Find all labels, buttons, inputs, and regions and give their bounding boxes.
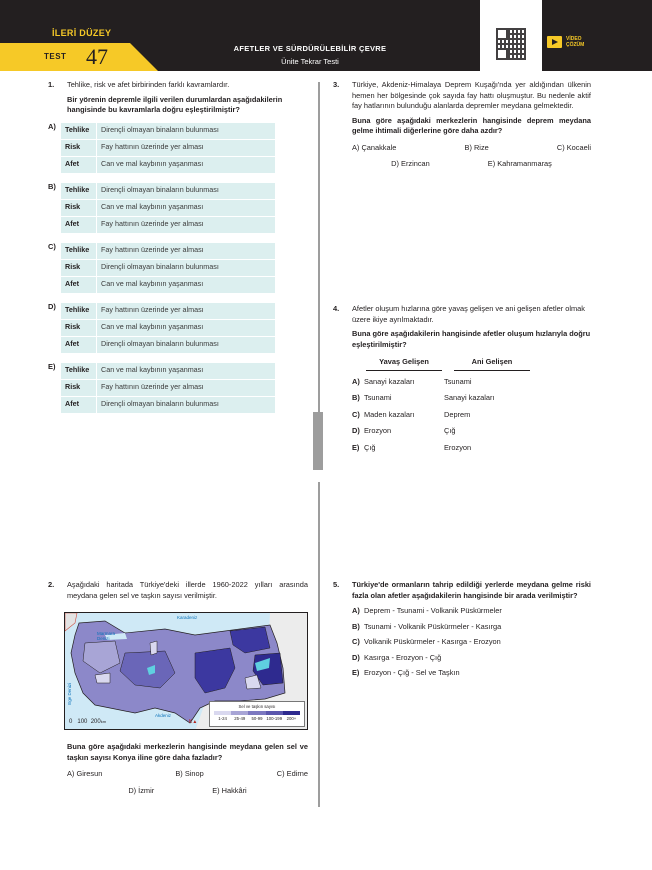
option-c[interactable]: C) Volkanik Püskürmeler - Kasırga - Erozyon xyxy=(352,637,501,646)
publisher-tab xyxy=(313,412,323,470)
option-d[interactable]: D) Erozyon Çığ xyxy=(352,426,456,435)
video-label: VİDEO xyxy=(566,36,582,42)
option-a[interactable]: A) Sanayi kazaları Tsunami xyxy=(352,376,472,386)
question-2-prompt xyxy=(48,742,308,796)
option-b[interactable]: B) Sinop xyxy=(175,769,204,778)
pairing-table: Tehlike Fay hattının üzerinde yer alması Risk Dirençli olmayan binaların bulunması Afet Can ve mal kaybının yaşanması xyxy=(61,242,275,294)
question-stem: Afetler oluşum hızlarına göre yavaş gelişen ve ani gelişen afetler olmak üzere ikiye ayrılmaktadır. xyxy=(352,304,585,324)
option-c[interactable]: C) Kocaeli xyxy=(556,142,591,152)
pairing-table: Tehlike Dirençli olmayan binaların bulunması Risk Fay hattının üzerinde yer alması Afet Can ve mal kaybının yaşanması xyxy=(61,122,275,174)
option-b[interactable]: B) Rize xyxy=(464,142,489,152)
map-scale: 0 100 200km xyxy=(69,719,107,725)
column-header-slow: Yavaş Gelişen xyxy=(366,357,442,371)
question-number: 4. xyxy=(333,304,340,313)
option-e[interactable]: E) Çığ Erozyon xyxy=(352,442,472,452)
legend-title: Sel ve taşkın sayısı xyxy=(238,704,276,709)
question-stem: Tehlike, risk ve afet birbirinden farklı kavramlardır. xyxy=(67,80,230,89)
option-e[interactable]: E) Erozyon - Çığ - Sel ve Taşkın xyxy=(352,668,460,677)
page-header xyxy=(0,0,652,71)
sea-label-mediterranean: Akdeniz xyxy=(155,713,172,718)
option-letter: E) xyxy=(48,361,56,371)
play-icon xyxy=(547,36,562,48)
option-e[interactable]: E) Hakkâri xyxy=(212,785,247,795)
test-label: TEST xyxy=(44,52,67,61)
question-stem: Türkiye, Akdeniz-Himalaya Deprem Kuşağı'nda yer aldığından ülkenin hemen her bölgesinde çok sayıda fay hattı oluşmuştur. Bu nedenle aktif fay hatlarının bulunduğu alanlarda depremler meydana gelmektedir. xyxy=(352,80,591,110)
matching-table xyxy=(352,357,542,453)
answer-row xyxy=(67,786,308,797)
question-2 xyxy=(48,580,308,601)
option-letter: C) xyxy=(48,241,56,251)
option-d[interactable] xyxy=(48,301,308,354)
pairing-table: Tehlike Dirençli olmayan binaların bulunması Risk Can ve mal kaybının yaşanması Afet Fay hattının üzerinde yer alması xyxy=(61,182,275,234)
option-letter: D) xyxy=(48,301,56,311)
answer-row xyxy=(352,159,591,170)
north-arrow-icon: K▲ xyxy=(189,719,198,725)
solution-label: ÇÖZÜM xyxy=(566,42,585,48)
sea-label-marmara: Marmara Denizi xyxy=(97,631,116,641)
options-list xyxy=(352,606,591,679)
option-c[interactable] xyxy=(48,241,308,294)
pairing-table: Tehlike Fay hattının üzerinde yer alması Risk Can ve mal kaybının yaşanması Afet Dirençli olmayan binaların bulunması xyxy=(61,302,275,354)
question-1 xyxy=(48,80,308,414)
pairing-table: Tehlike Can ve mal kaybının yaşanması Risk Fay hattının üzerinde yer alması Afet Dirençli olmayan binaların bulunması xyxy=(61,362,275,414)
map-legend xyxy=(209,701,305,727)
question-stem: Aşağıdaki haritada Türkiye'deki illerde 1960-2022 yılları arasında meydana gelen sel ve taşkın sayısı verilmiştir. xyxy=(67,580,308,600)
answer-row xyxy=(67,769,308,780)
question-number: 1. xyxy=(48,80,55,89)
question-3 xyxy=(333,80,591,170)
unit-subtitle: Ünite Tekrar Testi xyxy=(281,57,339,66)
option-d[interactable]: D) Kasırga - Erozyon - Çığ xyxy=(352,652,442,662)
column-divider xyxy=(318,482,320,807)
option-a[interactable]: A) Çanakkale xyxy=(352,142,397,152)
option-d[interactable]: D) İzmir xyxy=(128,785,155,795)
option-d[interactable]: D) Erzincan xyxy=(391,159,430,168)
option-b[interactable] xyxy=(48,181,308,234)
option-c[interactable]: C) Edirne xyxy=(276,769,308,778)
sea-label-black-sea: Karadeniz xyxy=(177,615,198,620)
legend-color-bar xyxy=(214,711,300,715)
question-prompt: Türkiye'de ormanların tahrip edildiği yerlerde meydana gelme riski fazla olan afetler aşağıdakilerin hangisinde bir arada verilmiştir? xyxy=(352,580,591,600)
option-e[interactable] xyxy=(48,361,308,414)
unit-title: AFETLER VE SÜRDÜRÜLEBİLİR ÇEVRE xyxy=(233,44,387,53)
test-band xyxy=(0,43,158,71)
option-letter: A) xyxy=(48,121,56,131)
option-b[interactable]: B) Tsunami Sanayi kazaları xyxy=(352,393,495,402)
option-e[interactable]: E) Kahramanmaraş xyxy=(487,159,552,168)
question-5 xyxy=(333,580,591,679)
option-b[interactable]: B) Tsunami - Volkanik Püskürmeler - Kasırga xyxy=(352,621,502,631)
legend-labels: 1-24 25-49 50-99 100-199 200+ xyxy=(218,716,297,721)
question-number: 2. xyxy=(48,580,55,589)
option-letter: B) xyxy=(48,181,56,191)
answer-row xyxy=(352,143,591,154)
option-a[interactable]: A) Giresun xyxy=(67,769,103,778)
question-prompt: Bir yörenin depremle ilgili verilen durumlardan aşağıdakilerin hangisinde bu kavramlarla doğru eşleştirilmiştir? xyxy=(67,94,283,114)
question-number: 3. xyxy=(333,80,340,89)
option-a[interactable]: A) Deprem - Tsunami - Volkanik Püskürmeler xyxy=(352,606,502,615)
sea-label-aegean: Ege Denizi xyxy=(67,683,72,705)
difficulty-level: İLERİ DÜZEY xyxy=(52,28,112,38)
column-header-fast: Ani Gelişen xyxy=(454,357,530,371)
question-prompt: Buna göre aşağıdaki merkezlerin hangisinde deprem meydana gelme ihtimali diğerlerine göre daha azdır? xyxy=(352,115,591,135)
test-number: 47 xyxy=(86,44,108,69)
option-c[interactable]: C) Maden kazaları Deprem xyxy=(352,409,471,419)
option-a[interactable] xyxy=(48,121,308,174)
question-4 xyxy=(333,304,591,453)
video-solution-button[interactable] xyxy=(547,36,584,48)
qr-code-icon[interactable] xyxy=(496,28,526,60)
question-number: 5. xyxy=(333,580,340,589)
column-divider xyxy=(318,82,320,412)
question-prompt: Buna göre aşağıdakilerin hangisinde afetler oluşum hızlarıyla doğru eşleştirilmiştir? xyxy=(352,329,591,349)
flood-map-turkey xyxy=(64,612,308,730)
question-prompt: Buna göre aşağıdaki merkezlerin hangisinde meydana gelen sel ve taşkın sayısı Konya iline göre daha fazladır? xyxy=(67,742,308,762)
